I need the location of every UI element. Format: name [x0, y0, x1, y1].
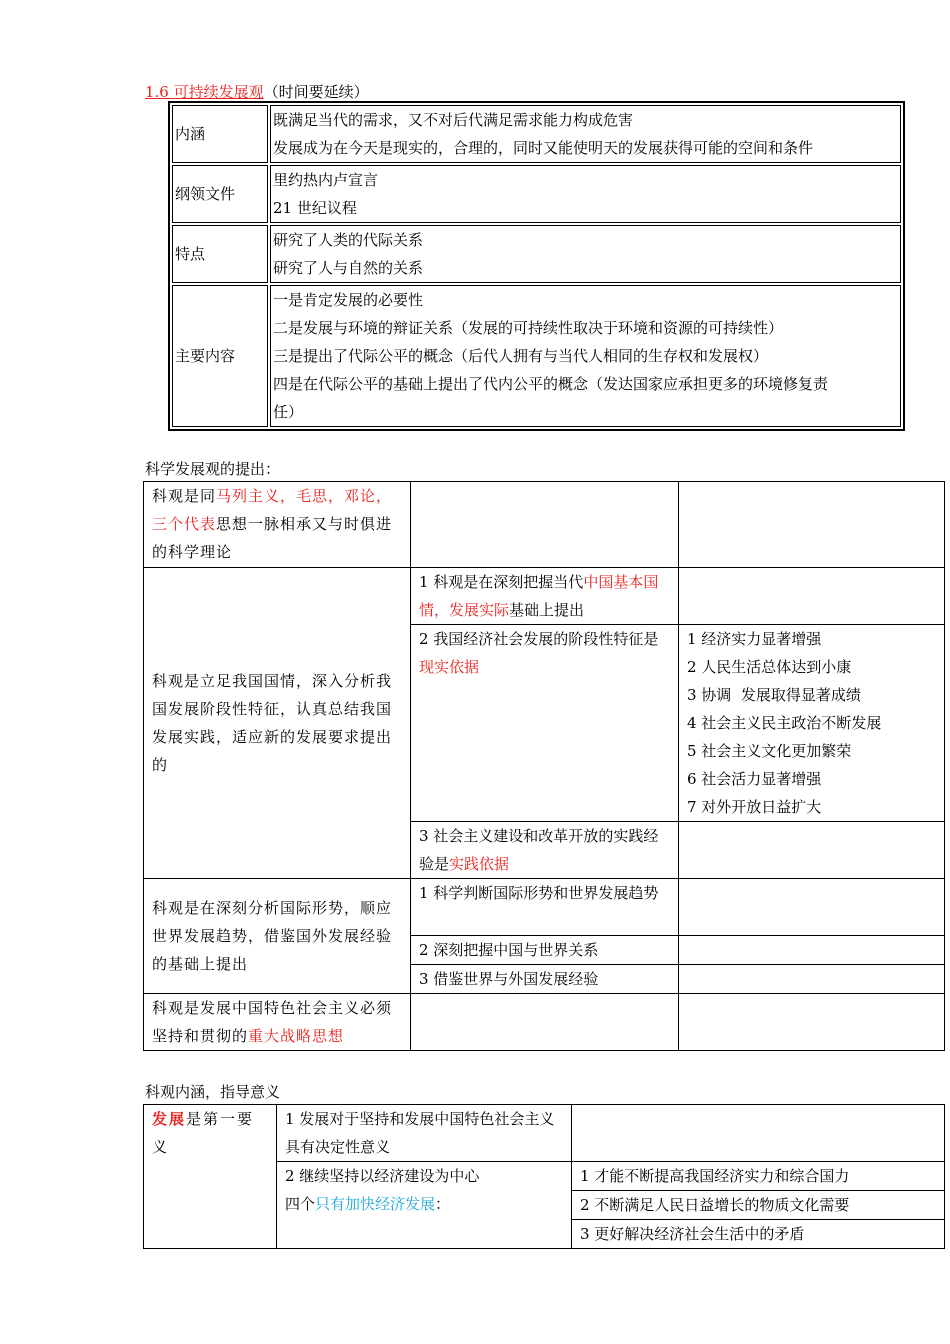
cell-text: 是第一要义 [152, 1110, 255, 1156]
table-row [144, 568, 945, 625]
connotation-table [143, 1104, 945, 1249]
cell-text: 科观是发展中国特色社会主义必须坚持和贯彻的 [152, 999, 393, 1045]
row-value [270, 105, 901, 163]
text-line: 二是发展与环境的辩证关系（发展的可持续性取决于环境和资源的可持续性） [273, 319, 784, 337]
table-cell [277, 1162, 572, 1249]
highlight-text: 重大战略思想 [248, 1027, 345, 1045]
row-value [270, 165, 901, 223]
highlight-text: 只有加快经济发展 [315, 1195, 436, 1213]
table-row [172, 225, 901, 283]
section-label: 科观内涵，指导意义 [145, 1083, 281, 1101]
cell-text: 1 科观是在深刻把握当代 [419, 573, 584, 591]
highlight-text: 中国基本国情，发展实际 [419, 573, 659, 619]
table-cell [411, 482, 679, 568]
highlight-text: 发展 [152, 1110, 187, 1128]
text-line: 既满足当代的需求，又不对后代满足需求能力构成危害 [273, 111, 634, 129]
list-item: 2 人民生活总体达到小康 [687, 658, 852, 676]
table-row [144, 879, 945, 936]
table-cell [411, 568, 679, 625]
table-cell: 3 借鉴世界与外国发展经验 [411, 965, 679, 994]
scientific-development-table [143, 481, 945, 1051]
section-label: 科学发展观的提出： [145, 460, 281, 478]
table-cell: 科观是立足我国国情，深入分析我国发展阶段性特征，认真总结我国发展实践，适应新的发展要求提出的 [144, 568, 411, 879]
highlight-text: 马列主义，毛思，邓论，三个代表 [152, 487, 393, 533]
table-cell [679, 994, 945, 1051]
table-cell [679, 482, 945, 568]
table-row [144, 994, 945, 1051]
table-cell: 1 科学判断国际形势和世界发展趋势 [411, 879, 679, 936]
list-item: 3 协调 发展取得显著成绩 [687, 686, 861, 704]
row-key: 主要内容 [172, 285, 268, 427]
list-item: 7 对外开放日益扩大 [687, 798, 822, 816]
highlight-text: 实践依据 [449, 855, 510, 873]
cell-text: 2 我国经济社会发展的阶段性特征是 [419, 630, 659, 648]
table-row [172, 165, 901, 223]
row-key: 纲领文件 [172, 165, 268, 223]
table-row [172, 285, 901, 427]
table-cell [411, 822, 679, 879]
table-cell: 1 才能不断提高我国经济实力和综合国力 [572, 1162, 945, 1191]
text-line: 21 世纪议程 [273, 199, 357, 217]
table-cell: 3 更好解决经济社会生活中的矛盾 [572, 1220, 945, 1249]
list-item: 5 社会主义文化更加繁荣 [687, 742, 852, 760]
table-cell [572, 1105, 945, 1162]
table-row [144, 1105, 945, 1162]
list-item: 4 社会主义民主政治不断发展 [687, 714, 882, 732]
text-line: 研究了人与自然的关系 [273, 259, 424, 277]
row-value [270, 225, 901, 283]
cell-text: 思想一脉相承又与时俱进的科学理论 [152, 515, 393, 561]
list-item: 1 经济实力显著增强 [687, 630, 822, 648]
table-cell: 1 发展对于坚持和发展中国特色社会主义具有决定性意义 [277, 1105, 572, 1162]
cell-text: 基础上提出 [509, 601, 585, 619]
table-row [172, 105, 901, 163]
cell-text [285, 1190, 563, 1218]
cell-text: ： [435, 1195, 451, 1213]
table-cell: 2 深刻把握中国与世界关系 [411, 936, 679, 965]
text-line: 三是提出了代际公平的概念（后代人拥有与当代人相同的生存权和发展权） [273, 347, 769, 365]
row-value [270, 285, 901, 427]
text-line: 任） [273, 403, 304, 421]
text-line: 发展成为在今天是现实的，合理的，同时又能使明天的发展获得可能的空间和条件 [273, 139, 814, 157]
text-line: 四是在代际公平的基础上提出了代内公平的概念（发达国家应承担更多的环境修复责 [273, 375, 829, 393]
table-row [144, 482, 945, 568]
list-item: 6 社会活力显著增强 [687, 770, 822, 788]
cell-text: 科观是同 [152, 487, 217, 505]
table-cell [144, 1105, 277, 1249]
table-cell [679, 625, 945, 822]
table-cell [144, 994, 411, 1051]
table-cell [679, 965, 945, 994]
table-cell [144, 482, 411, 568]
sustainable-development-table [168, 101, 905, 431]
table-cell [679, 936, 945, 965]
table-cell: 2 不断满足人民日益增长的物质文化需要 [572, 1191, 945, 1220]
cell-text: 四个 [285, 1195, 316, 1213]
heading-suffix: （时间要延续） [263, 83, 369, 101]
heading-link[interactable]: 1.6 可持续发展观 [145, 83, 264, 101]
table-cell [679, 879, 945, 936]
row-key: 特点 [172, 225, 268, 283]
cell-text: 3 社会主义建设和改革开放的实践经验是 [419, 827, 659, 873]
text-line: 研究了人类的代际关系 [273, 231, 424, 249]
table-cell [411, 625, 679, 822]
highlight-text: 现实依据 [419, 658, 480, 676]
text-line: 里约热内卢宣言 [273, 171, 379, 189]
table-cell: 科观是在深刻分析国际形势，顺应世界发展趋势，借鉴国外发展经验的基础上提出 [144, 879, 411, 994]
cell-text: 2 继续坚持以经济建设为中心 [285, 1167, 480, 1185]
table-cell [679, 568, 945, 625]
row-key: 内涵 [172, 105, 268, 163]
table-cell [411, 994, 679, 1051]
text-line: 一是肯定发展的必要性 [273, 291, 424, 309]
table-cell [679, 822, 945, 879]
